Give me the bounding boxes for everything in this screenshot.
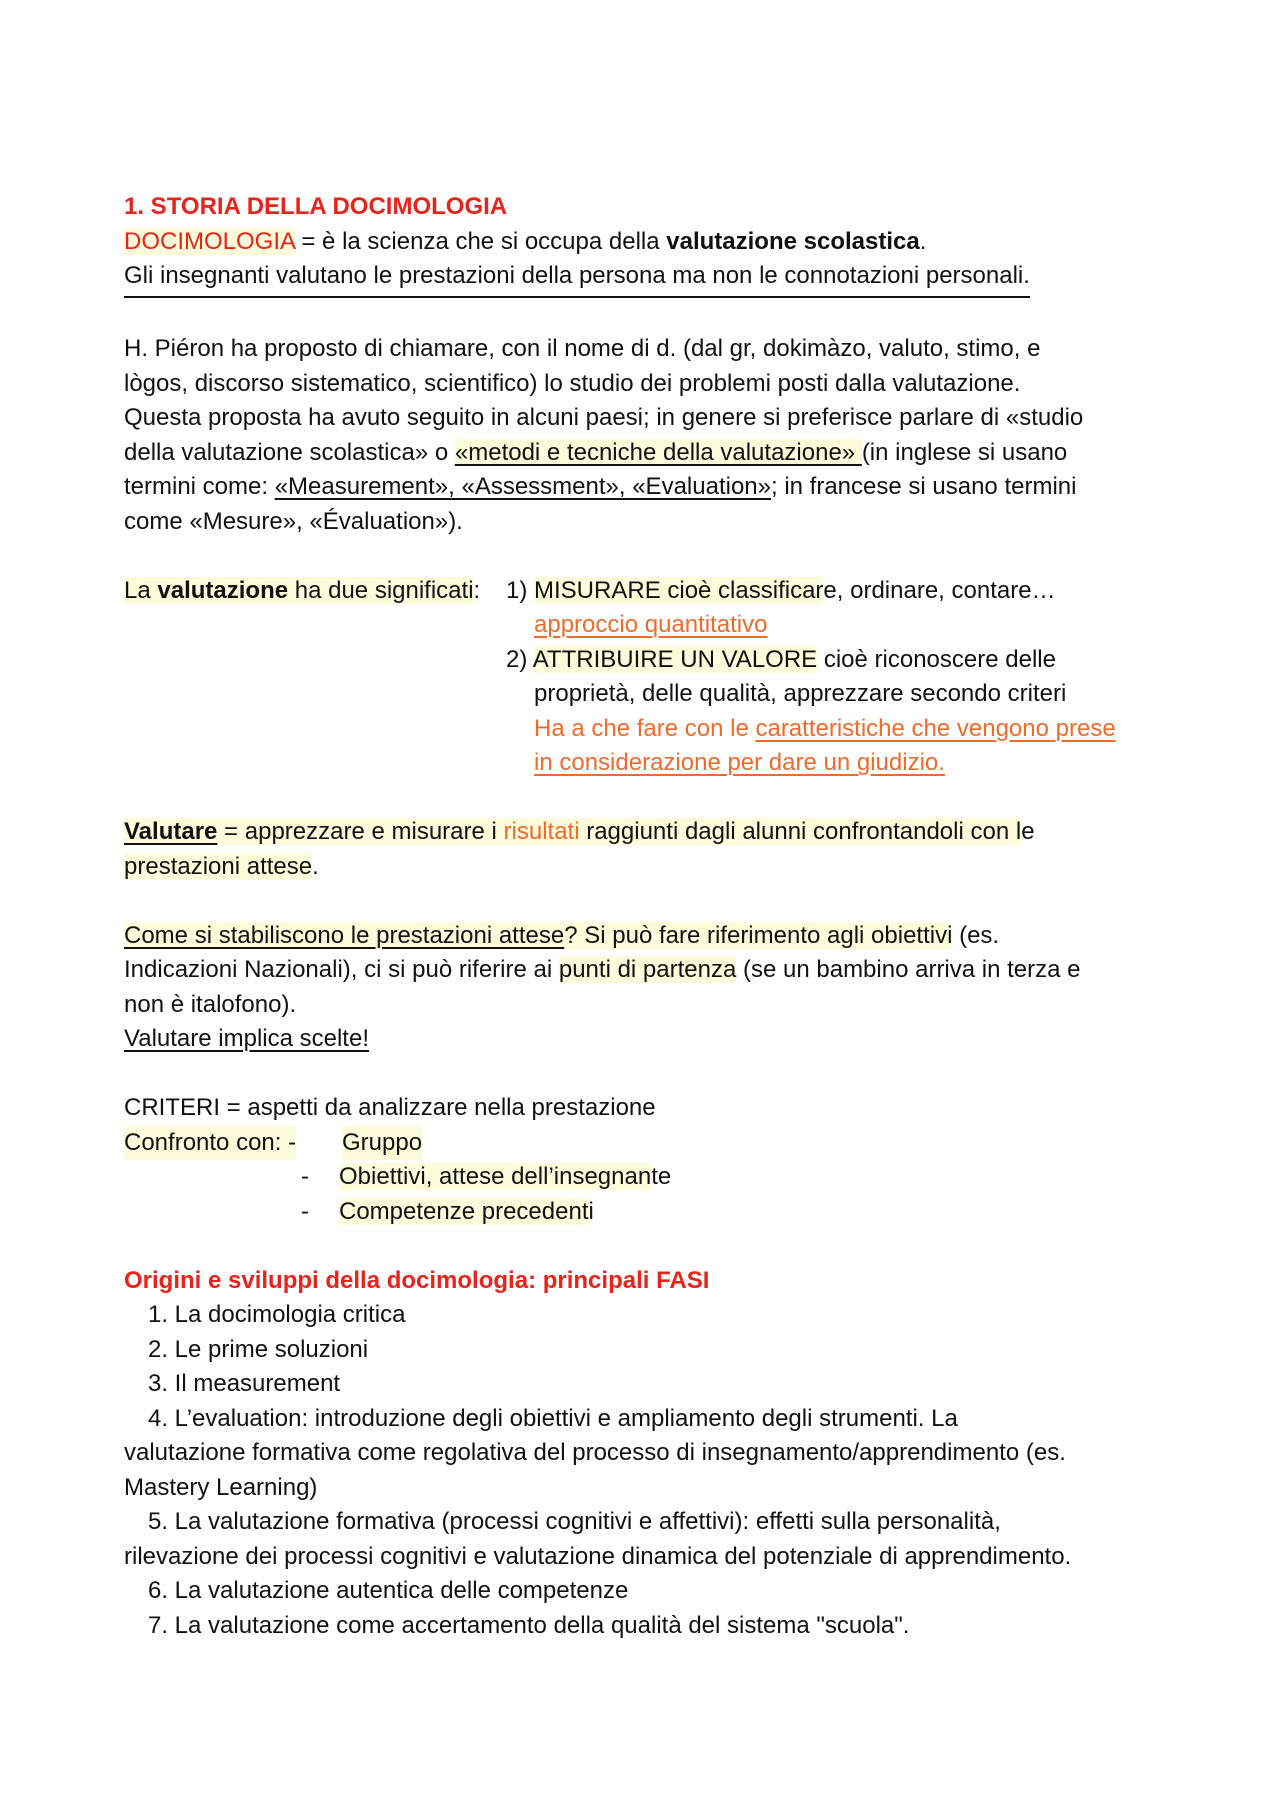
document-page: 1. STORIA DELLA DOCIMOLOGIA DOCIMOLOGIA = è la scienza che si occupa della valutazione scolastica. Gli insegnanti valutano le prestazioni della persona ma non le connotazioni personali. H. Piéron ha proposto di chiamare, con il nome di d. (dal gr, dokimàzo, valuto, stimo, e lògos, discorso sistematico, scientifico) lo studio dei problemi posti dalla valutazione. Questa proposta ha avuto seguito in alcuni paesi; in genere si preferisce parlare di «studio della valutazione scolastica» o «metodi e tecniche della valutazione» (in inglese si usano termini come: «Measurement», «Assessment», «Evaluation»; in francese si usano termini come «Mesure», «Évaluation»). La valutazione ha due significati: 1) MISURARE cioè classificare, ordinare, contare… approccio quantitativo 2) ATTRIBUIRE UN VALORE cioè riconoscere delle proprietà, delle qualità, apprezzare secondo criteri Ha a che fare con le caratteristiche che vengono prese in considerazione per dare un giudizio. Valutare = apprezzare e misurare i risultati raggiunti dagli alunni confrontandoli con le prestazioni attese. Come si stabiliscono le prestazioni attese? Si può fare riferimento agli obiettivi (es. Indicazioni Nazionali), ci si può riferire ai punti di partenza (se un bambino arriva in terza e non è italofono). Valutare implica scelte! CRITERI = aspetti da analizzare nella prestazione Confronto con: - Gruppo - Obiettivi, attese dell’insegnante - Competenze precedenti Origini e sviluppi della docimologia: principali FASI 1. La docimologia critica 2. Le prime soluzioni 3. Il measurement 4. L’evaluation: introduzione degli obiettivi e ampliamento degli strumenti. La valutazione formativa come regolativa del processo di insegnamento/apprendimento (es. Mastery Learning) 5. La valutazione formativa (processi cognitivi e affettivi): effetti sulla personalità, rilevazione dei processi cognitivi e valutazione dinamica del potenziale di apprendimento. 6. La valutazione autentica delle competenze 7. La valutazione come accertamento della qualità del sistema "scuola".: [124, 190, 1174, 1643]
valutare-term: Valutare: [124, 818, 218, 845]
meaning-2: ATTRIBUIRE UN VALORE: [532, 645, 818, 673]
list-item: 4. L’evaluation: introduzione degli obiettivi e ampliamento degli strumenti. La: [148, 1404, 958, 1432]
paragraph-line: H. Piéron ha proposto di chiamare, con il nome di d. (dal gr, dokimàzo, valuto, stimo, e: [124, 335, 1041, 362]
paragraph-line: Questa proposta ha avuto seguito in alcuni paesi; in genere si preferisce parlare di «studio: [124, 404, 1084, 431]
paragraph-line: lògos, discorso sistematico, scientifico) lo studio dei problemi posti dalla valutazione.: [124, 369, 1021, 397]
underlined-terms: «Measurement», «Assessment», «Evaluation»: [274, 473, 771, 500]
highlighted-phrase: «metodi e tecniche della valutazione»: [454, 438, 862, 466]
attese-question: Come si stabiliscono le prestazioni attese: [124, 921, 565, 949]
list-item-continuation: Mastery Learning): [124, 1473, 318, 1501]
list-item: 6. La valutazione autentica delle competenze: [148, 1577, 629, 1604]
list-item: 3. Il measurement: [148, 1370, 341, 1397]
criteri-item: Competenze precedenti: [339, 1197, 594, 1225]
meaning-1: MISURARE cioè classificar: [534, 576, 824, 604]
meaning-1-note: approccio quantitativo: [534, 611, 768, 638]
definition-line: DOCIMOLOGIA = è la scienza che si occupa della valutazione scolastica.: [124, 227, 927, 255]
confronto-row: Confronto con: - Gruppo: [124, 1126, 1174, 1161]
section-title: 1. STORIA DELLA DOCIMOLOGIA: [124, 193, 508, 220]
significati-row-1: La valutazione ha due significati: 1) MISURARE cioè classificare, ordinare, contare…: [124, 576, 1056, 604]
criteri-item: Gruppo: [342, 1126, 422, 1161]
attese-line: Come si stabiliscono le prestazioni attese? Si può fare riferimento agli obiettivi (es.: [124, 921, 1000, 949]
paragraph-line: della valutazione scolastica» o «metodi e tecniche della valutazione» (in inglese si usano: [124, 438, 1068, 466]
valutare-line: Valutare = apprezzare e misurare i risultati raggiunti dagli alunni confrontandoli con le: [124, 818, 1035, 845]
definition-note: Gli insegnanti valutano le prestazioni della persona ma non le connotazioni personali.: [124, 259, 1030, 298]
paragraph-line: termini come: «Measurement», «Assessment», «Evaluation»; in francese si usano termini: [124, 473, 1077, 500]
criteri-line: CRITERI = aspetti da analizzare nella prestazione: [124, 1094, 656, 1121]
list-item: 1. La docimologia critica: [148, 1301, 406, 1328]
list-item: 5. La valutazione formativa (processi cognitivi e affettivi): effetti sulla personalità,: [148, 1508, 1001, 1535]
significati-row-2: 2) ATTRIBUIRE UN VALORE cioè riconoscere delle: [506, 645, 1056, 673]
list-item: 7. La valutazione come accertamento della qualità del sistema "scuola".: [148, 1611, 910, 1639]
list-item: 2. Le prime soluzioni: [148, 1335, 369, 1363]
criteri-item: Obiettivi, attese dell’insegnante: [339, 1163, 672, 1190]
paragraph-line: come «Mesure», «Évaluation»).: [124, 507, 463, 535]
list-item-continuation: valutazione formativa come regolativa del processo di insegnamento/apprendimento (es.: [124, 1439, 1066, 1466]
definition-term: DOCIMOLOGIA: [124, 227, 295, 255]
attese-note: Valutare implica scelte!: [124, 1025, 369, 1052]
list-item-continuation: rilevazione dei processi cognitivi e valutazione dinamica del potenziale di apprendimento.: [124, 1542, 1072, 1570]
origini-title: Origini e sviluppi della docimologia: principali FASI: [124, 1266, 710, 1294]
